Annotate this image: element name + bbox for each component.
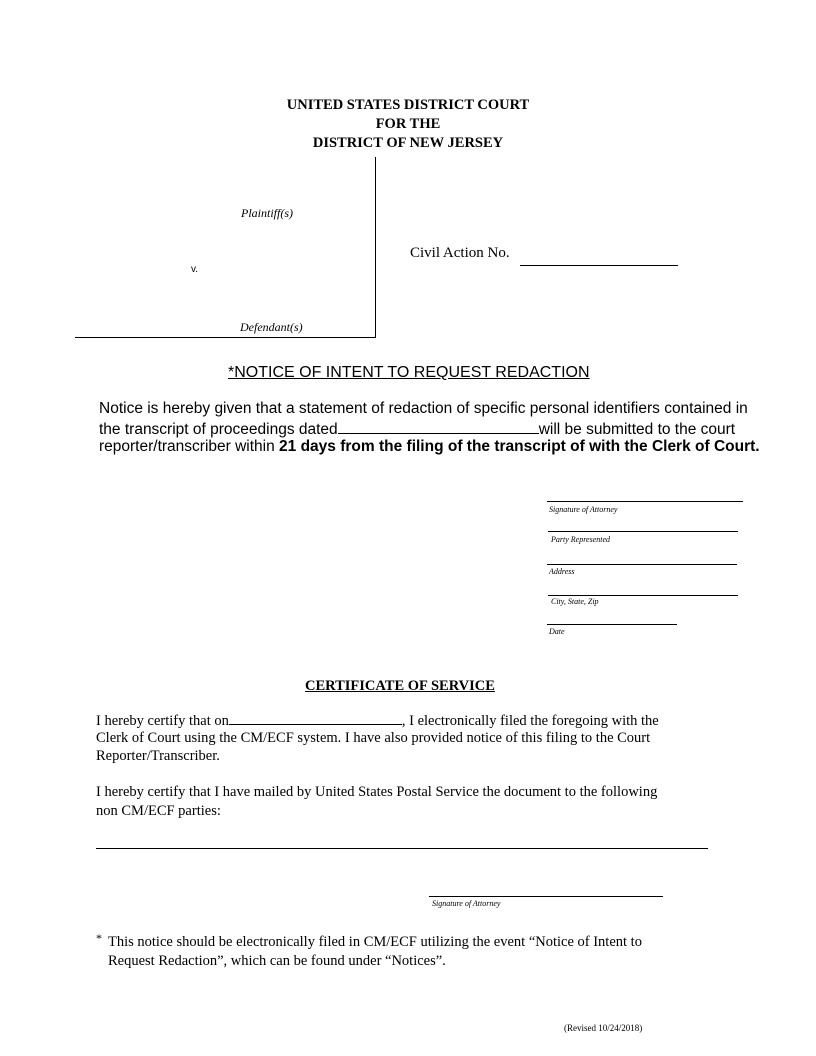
- certify-on-text: I hereby certify that on: [96, 713, 229, 729]
- certificate-p1-line1: [96, 711, 659, 730]
- footnote-line2: Request Redaction”, which can be found under “Notices”.: [108, 953, 446, 969]
- notice-body-line2: [99, 419, 735, 439]
- address-label: Address: [549, 567, 575, 576]
- certificate-p2-line1: I hereby certify that I have mailed by United States Postal Service the document to the following: [96, 784, 658, 800]
- date-line[interactable]: [547, 624, 677, 625]
- notice-submitted-text: will be submitted to the court: [538, 421, 736, 438]
- versus-label: v.: [191, 264, 199, 275]
- certificate-title: CERTIFICATE OF SERVICE: [305, 678, 495, 694]
- defendant-label: Defendant(s): [240, 320, 303, 334]
- caption-vertical-rule: [375, 157, 376, 338]
- filing-date-field[interactable]: [229, 711, 402, 725]
- notice-deadline-text: 21 days from the filing of the transcript of with the Clerk of Court.: [279, 438, 760, 455]
- attorney-signature-label: Signature of Attorney: [549, 505, 618, 514]
- plaintiff-label: Plaintiff(s): [241, 206, 293, 220]
- city-state-zip-label: City, State, Zip: [551, 597, 599, 606]
- certificate-signature-label: Signature of Attorney: [432, 899, 501, 908]
- address-line[interactable]: [547, 564, 737, 565]
- notice-body-line3: [99, 438, 760, 456]
- revision-date: (Revised 10/24/2018): [564, 1023, 643, 1033]
- civil-action-number-field[interactable]: [520, 265, 678, 266]
- court-for-the: FOR THE: [375, 116, 441, 132]
- non-ecf-parties-line[interactable]: [96, 848, 708, 849]
- electronically-filed-text: , I electronically filed the foregoing with the: [401, 713, 659, 729]
- attorney-signature-line[interactable]: [547, 501, 743, 502]
- certificate-p2-line2: non CM/ECF parties:: [96, 803, 221, 819]
- notice-title: *NOTICE OF INTENT TO REQUEST REDACTION: [228, 364, 590, 381]
- proceedings-date-field[interactable]: [338, 419, 539, 434]
- civil-action-label: Civil Action No.: [410, 245, 510, 261]
- date-label: Date: [549, 627, 565, 636]
- caption-horizontal-rule: [75, 337, 376, 338]
- notice-dated-text: the transcript of proceedings dated: [99, 421, 338, 438]
- party-represented-label: Party Represented: [551, 535, 611, 544]
- certificate-p1-line3: Reporter/Transcriber.: [96, 748, 220, 764]
- city-state-zip-line[interactable]: [548, 595, 738, 596]
- notice-body-line1: Notice is hereby given that a statement of redaction of specific personal identifiers contained in: [99, 400, 748, 417]
- court-district: DISTRICT OF NEW JERSEY: [312, 135, 504, 151]
- footnote-marker: *: [96, 931, 102, 945]
- court-name: UNITED STATES DISTRICT COURT: [286, 97, 530, 113]
- footnote-line1: This notice should be electronically filed in CM/ECF utilizing the event “Notice of Intent to: [108, 934, 642, 950]
- notice-within-text: reporter/transcriber within: [99, 438, 280, 455]
- certificate-p1-line2: Clerk of Court using the CM/ECF system. I have also provided notice of this filing to the Court: [96, 730, 651, 746]
- party-represented-line[interactable]: [548, 531, 738, 532]
- certificate-signature-line[interactable]: [429, 896, 663, 897]
